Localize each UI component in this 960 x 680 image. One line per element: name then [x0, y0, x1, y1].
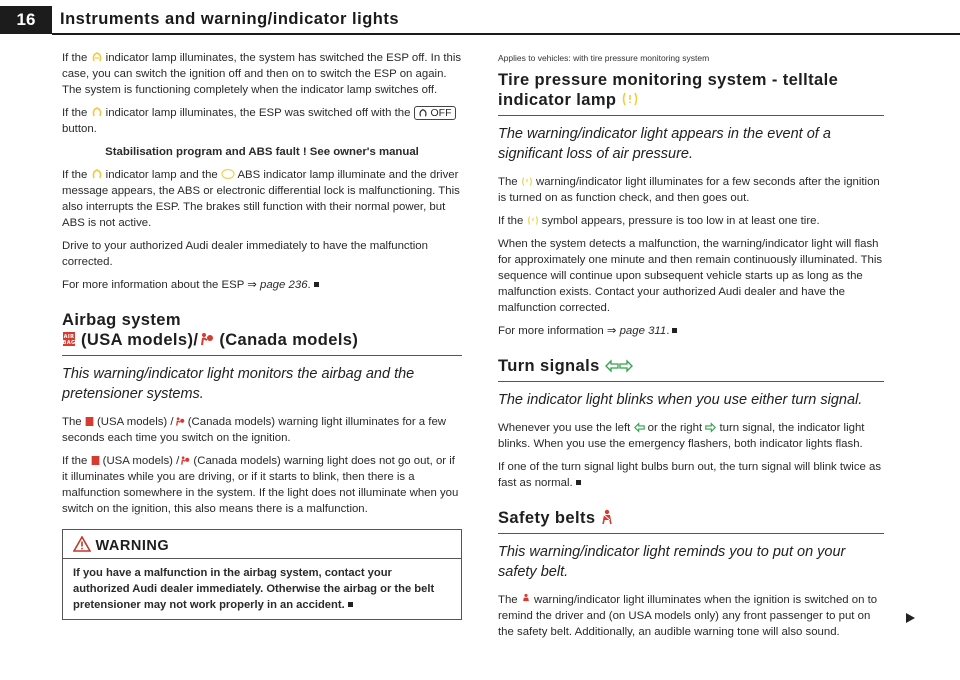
airbag-title-line-1: Airbag system [62, 311, 181, 329]
turn-right-icon [705, 422, 716, 433]
airbag-usa-icon [85, 416, 94, 427]
page-number: 16 [0, 6, 52, 34]
airbag-title-line-2: AIR BAG (USA models)/ (Canada models) [62, 331, 359, 349]
turn-left-icon [634, 422, 645, 433]
turn-signals-title: Turn signals [498, 356, 884, 376]
turn-right-icon [619, 359, 633, 373]
esp-icon [91, 51, 103, 63]
warning-box [62, 529, 462, 620]
turn-paragraph-2: If one of the turn signal light bulbs burn out, the turn signal will blink twice as fast as normal. [498, 461, 882, 489]
turn-paragraph-1: Whenever you use the left or the right turn signal, the indicator light blinks. When you use the emergency flashers, both indicator lights flash. [498, 422, 865, 450]
end-mark [672, 328, 677, 333]
turn-signals-heading [498, 356, 884, 382]
chapter-title: Instruments and warning/indicator lights [60, 10, 400, 28]
airbag-canada-icon [174, 416, 185, 427]
esp-icon [91, 168, 103, 180]
airbag-paragraph-1: The (USA models) / (Canada models) warning light illuminates for a few seconds each time you switch on the ignition. [62, 416, 447, 444]
tpms-heading [498, 70, 884, 116]
warning-triangle-icon [73, 536, 91, 552]
svg-text:BAG: BAG [62, 340, 76, 346]
tire-pressure-icon [621, 91, 639, 107]
turn-left-icon [605, 359, 619, 373]
safety-belts-heading [498, 508, 884, 534]
safety-belts-title: Safety belts [498, 508, 884, 528]
header-rule [52, 33, 960, 35]
airbag-canada-icon [198, 331, 214, 347]
warning-header: WARNING [63, 530, 461, 559]
end-mark [576, 480, 581, 485]
belts-paragraph-1: The warning/indicator light illuminates when the ignition is switched on to remind the driver and (on USA models only) any front passenger to put on the safety belt. Additionally, an audible warning tone will also sound. [498, 594, 878, 638]
tpms-paragraph-1: The warning/indicator light illuminates for a few seconds after the ignition is turned on as function check, and then goes out. [498, 176, 880, 204]
esp-paragraph-1: If the indicator lamp illuminates, the system has switched the ESP off. In this case, you can switch the ignition off and then on to switch the ESP on again. The system is functioning completely when the indicator lamp switches off. [62, 52, 462, 96]
tire-pressure-icon [521, 176, 533, 187]
svg-text:AIR: AIR [63, 334, 75, 340]
tire-pressure-icon [527, 215, 539, 226]
tpms-page-reference[interactable]: page 311 [619, 325, 667, 337]
esp-button-icon [418, 108, 428, 118]
right-column [498, 50, 884, 647]
warning-text: If you have a malfunction in the airbag system, contact your authorized Audi dealer immediately. Otherwise the airbag or the belt pretensioner may not work properly in an accident. [73, 567, 435, 611]
esp-page-reference[interactable]: page 236 [260, 279, 308, 291]
tpms-paragraph-4: For more information ⇒ page 311. [498, 323, 884, 339]
airbag-lead: This warning/indicator light monitors the airbag and the pretensioner systems. [62, 366, 415, 402]
esp-paragraph-3: If the indicator lamp and the ABS indicator lamp illuminate and the driver message appears, the ABS or electronic differential lock is malfunctioning. This also interrupts the ESP. The brakes still function with their normal power, but ABS is not active. [62, 169, 460, 229]
airbag-paragraph-2: If the (USA models) / (Canada models) warning light does not go out, or if it illuminates while you are driving, or if it starts to blink, then there is a malfunction somewhere in the system. If the light does not illuminate when you switch on the ignition, this also means there is a malfunction. [62, 455, 459, 515]
applies-to-note: Applies to vehicles: with tire pressure monitoring system [498, 53, 710, 63]
tpms-paragraph-2: If the symbol appears, pressure is too low in at least one tire. [498, 215, 820, 227]
airbag-canada-icon [179, 455, 190, 466]
airbag-usa-icon [62, 331, 76, 347]
tpms-paragraph-3: When the system detects a malfunction, the warning/indicator light will flash for approximately one minute and then remain continuously illuminated. This sequence will continue upon subsequent vehicle starts up as long as the malfunction exists. Contact your authorized Audi dealer and have the malfunction corrected. [498, 238, 883, 314]
esp-paragraph-5: For more information about the ESP ⇒ page 236. [62, 277, 462, 293]
tpms-lead: The warning/indicator light appears in the event of a significant loss of air pressure. [498, 126, 831, 162]
end-mark [314, 282, 319, 287]
esp-paragraph-2: If the indicator lamp illuminates, the ESP was switched off with the OFF button. [62, 105, 462, 137]
turn-signals-lead: The indicator light blinks when you use either turn signal. [498, 392, 863, 408]
esp-paragraph-4: Drive to your authorized Audi dealer immediately to have the malfunction corrected. [62, 240, 428, 268]
page-header [0, 6, 960, 34]
airbag-heading [62, 310, 462, 356]
airbag-usa-icon [91, 455, 100, 466]
seatbelt-icon [600, 509, 614, 525]
left-column [62, 50, 462, 620]
end-mark [348, 602, 353, 607]
continue-arrow-icon [904, 612, 916, 624]
seatbelt-icon [521, 593, 531, 605]
safety-belts-lead: This warning/indicator light reminds you to put on your safety belt. [498, 544, 846, 580]
abs-icon [221, 168, 235, 180]
esp-icon [91, 106, 103, 118]
tpms-title: Tire pressure monitoring system - telltale indicator lamp [498, 71, 839, 109]
esp-abs-fault-message: Stabilisation program and ABS fault ! See owner's manual [105, 146, 419, 158]
esp-off-button: OFF [414, 106, 456, 120]
